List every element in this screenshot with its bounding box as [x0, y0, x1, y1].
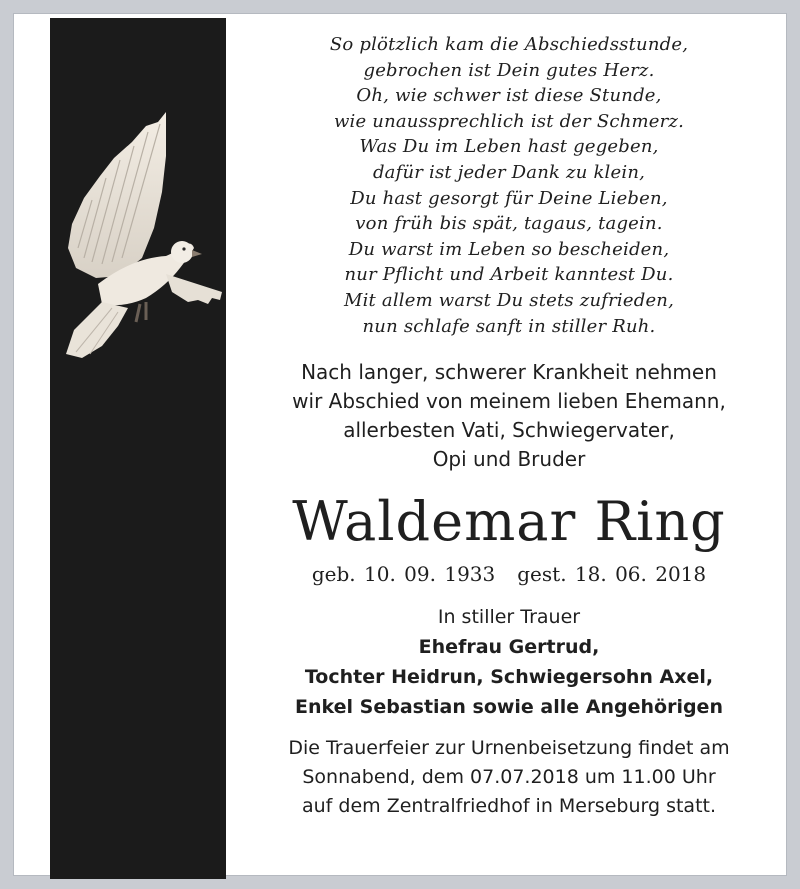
life-dates: [244, 560, 774, 588]
poem-line: Oh, wie schwer ist diese Stunde,: [356, 85, 662, 107]
notice-line: auf dem Zentralfriedhof in Merseburg statt.: [301, 795, 717, 818]
poem: [244, 32, 774, 339]
deceased-name: Waldemar Ring: [292, 490, 726, 554]
death-date: gest. 18. 06. 2018: [517, 562, 707, 587]
intro-line: Opi und Bruder: [432, 447, 586, 472]
poem-line: dafür ist jeder Dank zu klein,: [372, 161, 646, 183]
mourners-heading: In stiller Trauer: [437, 606, 581, 629]
notice-line: Die Trauerfeier zur Urnenbeisetzung findet am: [288, 737, 730, 760]
white-dove-icon: [62, 108, 230, 360]
mourner-line: Ehefrau Gertrud,: [418, 636, 600, 659]
intro-line: Nach langer, schwerer Krankheit nehmen: [301, 360, 717, 385]
poem-line: nur Pflicht und Arbeit kanntest Du.: [344, 264, 674, 286]
poem-line: gebrochen ist Dein gutes Herz.: [363, 59, 655, 81]
poem-line: nun schlafe sanft in stiller Ruh.: [362, 315, 656, 337]
mourner-line: Enkel Sebastian sowie alle Angehörigen: [295, 696, 723, 719]
poem-line: Mit allem warst Du stets zufrieden,: [343, 289, 675, 311]
poem-line: wie unaussprechlich ist der Schmerz.: [333, 110, 685, 132]
poem-line: So plötzlich kam die Abschiedsstunde,: [329, 34, 689, 55]
poem-line: Du hast gesorgt für Deine Lieben,: [350, 187, 668, 209]
birth-date: geb. 10. 09. 1933: [311, 562, 496, 587]
mourner-line: Tochter Heidrun, Schwiegersohn Axel,: [304, 666, 714, 689]
obituary-text: [244, 32, 774, 821]
notice-line: Sonnabend, dem 07.07.2018 um 11.00 Uhr: [302, 766, 716, 789]
poem-line: Du warst im Leben so bescheiden,: [348, 238, 670, 260]
intro-text: [244, 358, 774, 474]
intro-line: allerbesten Vati, Schwiegervater,: [343, 418, 675, 443]
poem-line: Was Du im Leben hast gegeben,: [359, 136, 659, 158]
mourners: [244, 602, 774, 722]
poem-line: von früh bis spät, tagaus, tagein.: [355, 213, 663, 235]
intro-line: wir Abschied von meinem lieben Ehemann,: [292, 389, 726, 414]
funeral-notice: [244, 734, 774, 821]
